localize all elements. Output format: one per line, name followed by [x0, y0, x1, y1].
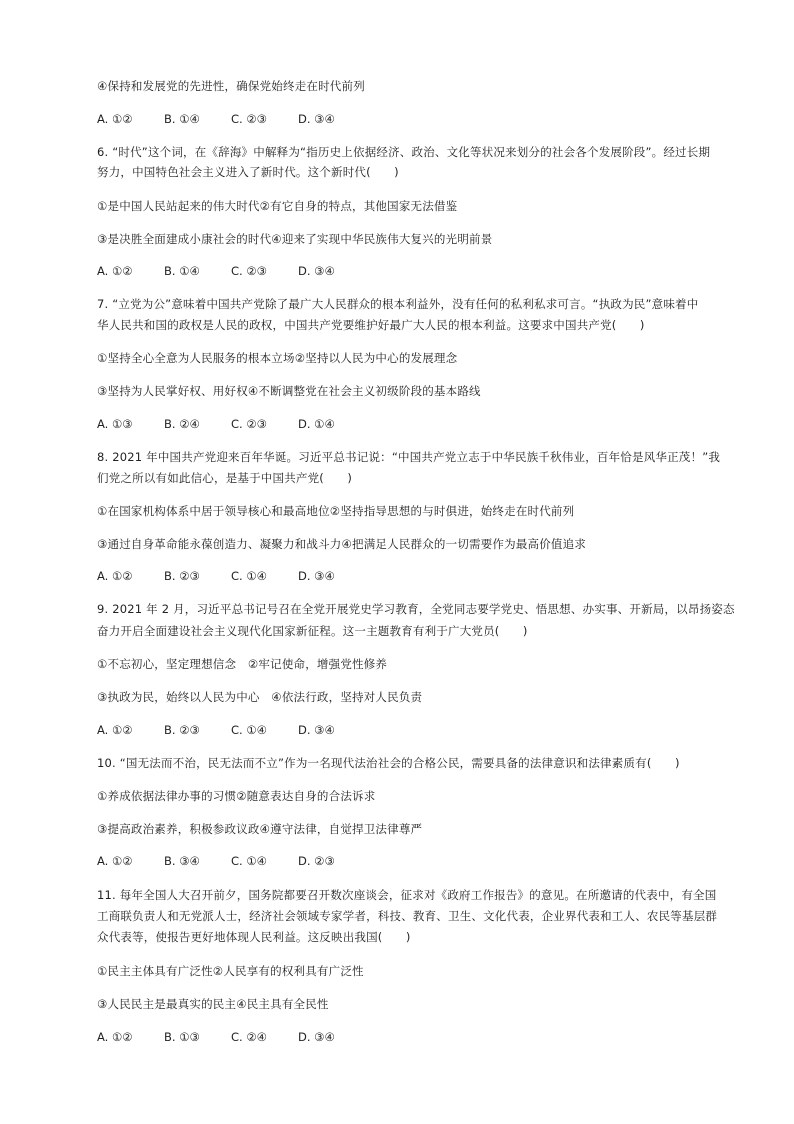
option-a: A. ①② [97, 264, 133, 278]
q7-stem-line-2: 华人民共和国的政权是人民的政权，中国共产党要维护好最广大人民的根本利益。这要求中国共产党( ) [97, 318, 645, 332]
q7-statements-1-2: ①坚持全心全意为人民服务的根本立场②坚持以人民为中心的发展理念 [97, 351, 458, 365]
option-d: D. ③④ [298, 1030, 335, 1044]
option-a: A. ①② [97, 112, 133, 126]
q11-stem-line-2: 工商联负责人和无党派人士，经济社会领域专家学者，科技、教育、卫生、文化代表，企业界代表和工人、农民等基层群 [97, 909, 718, 923]
option-a: A. ①② [97, 854, 133, 868]
option-a: A. ①③ [97, 417, 133, 431]
q10-stem: 10. “国无法而不治，民无法而不立”作为一名现代法治社会的合格公民，需要具备的法律意识和法律素质有( ) [97, 756, 680, 770]
q8-options [97, 567, 365, 585]
q11-statements-3-4: ③人民民主是最真实的民主④民主具有全民性 [97, 997, 329, 1011]
option-c: C. ②③ [231, 264, 267, 278]
q8-stem-line-2: 们党之所以有如此信心，是基于中国共产党( ) [97, 471, 353, 485]
option-d: D. ③④ [298, 723, 335, 737]
q11-stem-line-1: 11. 每年全国人大召开前夕，国务院都要召开数次座谈会，征求对《政府工作报告》的意见。在所邀请的代表中，有全国 [97, 888, 717, 902]
q7-stem-line-1: 7. “立党为公”意味着中国共产党除了最广大人民群众的根本利益外，没有任何的私利私求可言。“执政为民”意味着中 [97, 297, 699, 311]
q9-statements-1-2: ①不忘初心，坚定理想信念 ②牢记使命，增强党性修养 [97, 657, 388, 671]
option-c: C. ②③ [231, 112, 267, 126]
q11-options [97, 1028, 365, 1046]
option-a: A. ①② [97, 569, 133, 583]
q6-statements-1-2: ①是中国人民站起来的伟大时代②有它自身的特点，其他国家无法借鉴 [97, 199, 458, 213]
q11-statements-1-2: ①民主主体具有广泛性②人民享有的权利具有广泛性 [97, 964, 364, 978]
q7-statements-3-4: ③坚持为人民掌好权、用好权④不断调整党在社会主义初级阶段的基本路线 [97, 384, 481, 398]
q9-stem-line-1: 9. 2021 年 2 月，习近平总书记号召在全党开展党史学习教育，全党同志要学党史、悟思想、办实事、开新局，以昂扬姿态 [97, 602, 735, 616]
option-a: A. ①② [97, 1030, 133, 1044]
q9-options [97, 721, 365, 739]
option-c: C. ①④ [231, 854, 267, 868]
option-b: B. ③④ [164, 854, 200, 868]
q6-stem-line-1: 6. “时代”这个词，在《辞海》中解释为“指历史上依据经济、政治、文化等状况来划分的社会各个发展阶段”。经过长期 [97, 145, 711, 159]
option-a: A. ①② [97, 723, 133, 737]
option-b: B. ②④ [164, 417, 200, 431]
option-d: D. ③④ [298, 264, 335, 278]
option-b: B. ②③ [164, 723, 200, 737]
q10-statements-3-4: ③提高政治素养，积极参政议政④遵守法律，自觉捍卫法律尊严 [97, 822, 423, 836]
q9-stem-line-2: 奋力开启全面建设社会主义现代化国家新征程。这一主题教育有利于广大党员( ) [97, 624, 528, 638]
q9-statements-3-4: ③执政为民，始终以人民为中心 ④依法行政，坚持对人民负责 [97, 690, 423, 704]
option-c: C. ②④ [231, 1030, 267, 1044]
q7-options [97, 415, 365, 433]
option-b: B. ①④ [164, 112, 200, 126]
q6-options [97, 262, 365, 280]
q6-stem-line-2: 努力，中国特色社会主义进入了新时代。这个新时代( ) [97, 165, 399, 179]
option-d: D. ①④ [298, 417, 335, 431]
option-d: D. ②③ [298, 854, 335, 868]
q6-statements-3-4: ③是决胜全面建成小康社会的时代④迎来了实现中华民族伟大复兴的光明前景 [97, 232, 493, 246]
option-c: C. ①④ [231, 723, 267, 737]
option-b: B. ①③ [164, 1030, 200, 1044]
option-d: D. ③④ [298, 112, 335, 126]
q8-stem-line-1: 8. 2021 年中国共产党迎来百年华诞。习近平总书记说：“中国共产党立志于中华民族千秋伟业，百年恰是风华正茂！”我 [97, 450, 721, 464]
q8-statements-1-2: ①在国家机构体系中居于领导核心和最高地位②坚持指导思想的与时俱进，始终走在时代前列 [97, 504, 575, 518]
option-b: B. ①④ [164, 264, 200, 278]
q8-statements-3-4: ③通过自身革命能永葆创造力、凝聚力和战斗力④把满足人民群众的一切需要作为最高价值追求 [97, 537, 587, 551]
option-b: B. ②③ [164, 569, 200, 583]
q5-statement-4: ④保持和发展党的先进性，确保党始终走在时代前列 [97, 79, 365, 93]
q11-stem-line-3: 众代表等，使报告更好地体现人民利益。这反映出我国( ) [97, 930, 411, 944]
option-d: D. ③④ [298, 569, 335, 583]
q10-statements-1-2: ①养成依据法律办事的习惯②随意表达自身的合法诉求 [97, 789, 376, 803]
option-c: C. ①④ [231, 569, 267, 583]
option-c: C. ②③ [231, 417, 267, 431]
q10-options [97, 852, 365, 870]
q5-options [97, 110, 365, 128]
